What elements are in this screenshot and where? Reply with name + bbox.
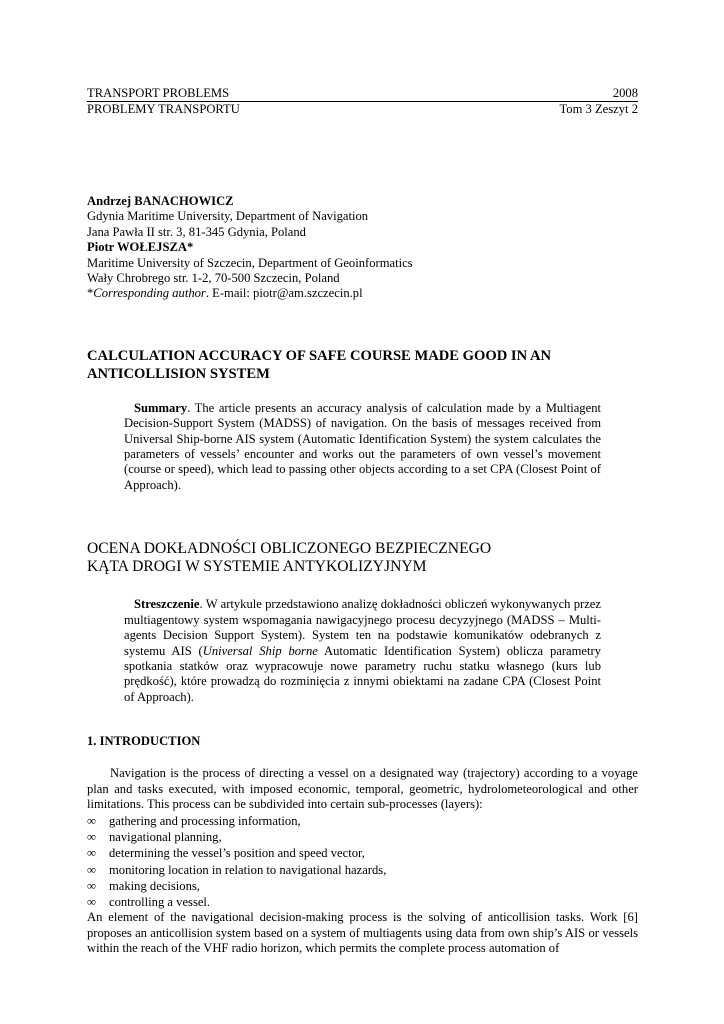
infinity-bullet-icon: ∞ xyxy=(87,813,96,828)
streszczenie-text-2: Automatic Identification System) oblicza parametry spotkania statków oraz wypracowuje nowe parametry ruchu statku własnego (kurs lub prędkość), które prowadzą do rozminięcia z innymi obiektami na zadane CPA (Closest Point of Approach). xyxy=(124,643,601,704)
paper-title-en xyxy=(87,347,638,383)
corresponding-author-line xyxy=(87,286,638,301)
summary-abstract xyxy=(124,401,601,493)
journal-title-pl: PROBLEMY TRANSPORTU xyxy=(87,102,240,116)
summary-label: Summary xyxy=(134,400,188,415)
streszczenie-abstract xyxy=(124,597,601,705)
author-1-affiliation: Gdynia Maritime University, Department of Navigation xyxy=(87,209,369,224)
running-header-row-2 xyxy=(87,102,638,117)
list-item: ∞ controlling a vessel. xyxy=(87,894,211,909)
paper-title-pl xyxy=(87,540,638,576)
corresponding-email: . E-mail: piotr@am.szczecin.pl xyxy=(205,286,363,301)
intro-paragraph-2: An element of the navigational decision-making process is the solving of anticollision tasks. Work [6] proposes an anticollision system based on a system of multiagents using data from own ship’s AIS or vessels within the reach of the VHF radio horizon, which permits the complete process automation of xyxy=(87,910,638,956)
sub-process-list xyxy=(87,813,638,910)
streszczenie-text-1: . W artykule przedstawiono analizę dokładności obliczeń wykonywanych przez multiagentowy system wspomagania nawigacyjnego procesu decyzyjnego (MADSS – Multi-agents Decision Support System). System ten na podstawie komunikatów odebranych z systemu AIS ( xyxy=(124,597,601,658)
author-1-name: Andrzej BANACHOWICZ xyxy=(87,194,234,208)
list-item: ∞ making decisions, xyxy=(87,878,200,893)
document-page xyxy=(87,86,638,957)
paper-title-en-line-1: CALCULATION ACCURACY OF SAFE COURSE MADE GOOD IN AN xyxy=(87,347,552,364)
section-heading-introduction: 1. INTRODUCTION xyxy=(87,734,201,749)
infinity-bullet-icon: ∞ xyxy=(87,830,96,845)
author-block xyxy=(87,194,638,302)
intro-paragraph-1: Navigation is the process of directing a vessel on a designated way (trajectory) according to a voyage plan and tasks executed, with imposed economic, temporal, geometric, hydrolometeorological and other limitations. This process can be subdivided into certain sub-processes (layers): xyxy=(87,766,638,812)
paper-title-pl-line-1: OCENA DOKŁADNOŚCI OBLICZONEGO BEZPIECZNEGO xyxy=(87,540,492,558)
list-item: ∞ determining the vessel’s position and speed vector, xyxy=(87,846,365,861)
journal-volume: Tom 3 Zeszyt 2 xyxy=(559,102,638,116)
author-1-address: Jana Pawła II str. 3, 81-345 Gdynia, Poland xyxy=(87,224,306,239)
infinity-bullet-icon: ∞ xyxy=(87,878,96,893)
journal-title-en: TRANSPORT PROBLEMS xyxy=(87,86,230,100)
corresponding-asterisk: * xyxy=(87,286,94,301)
author-2-affiliation: Maritime University of Szczecin, Department of Geoinformatics xyxy=(87,255,413,270)
author-2-address: Wały Chrobrego str. 1-2, 70-500 Szczecin, Poland xyxy=(87,271,340,286)
paper-title-pl-line-2: KĄTA DROGI W SYSTEMIE ANTYKOLIZYJNYM xyxy=(87,558,427,576)
infinity-bullet-icon: ∞ xyxy=(87,846,96,861)
corresponding-author-label: Corresponding author xyxy=(93,286,206,301)
list-item: ∞ navigational planning, xyxy=(87,830,222,845)
running-header-row-1 xyxy=(87,86,638,102)
list-item: ∞ gathering and processing information, xyxy=(87,813,301,828)
journal-year: 2008 xyxy=(612,86,638,100)
streszczenie-italic: Universal Ship borne xyxy=(202,643,318,658)
infinity-bullet-icon: ∞ xyxy=(87,894,96,909)
list-item: ∞ monitoring location in relation to navigational hazards, xyxy=(87,862,387,877)
paper-title-en-line-2: ANTICOLLISION SYSTEM xyxy=(87,365,270,382)
streszczenie-label: Streszczenie xyxy=(134,597,200,612)
author-2-name: Piotr WOŁEJSZA* xyxy=(87,240,194,255)
summary-text: . The article presents an accuracy analysis of calculation made by a Multiagent Decision-Support System (MADSS) of navigation. On the basis of messages received from Universal Ship-borne AIS system (Automatic Identification System) the system calculates the parameters of vessels’ encounter and works out the parameters of own vessel’s movement (course or speed), which lead to passing other objects according to a set CPA (Closest Point of Approach). xyxy=(124,400,601,492)
infinity-bullet-icon: ∞ xyxy=(87,862,96,877)
